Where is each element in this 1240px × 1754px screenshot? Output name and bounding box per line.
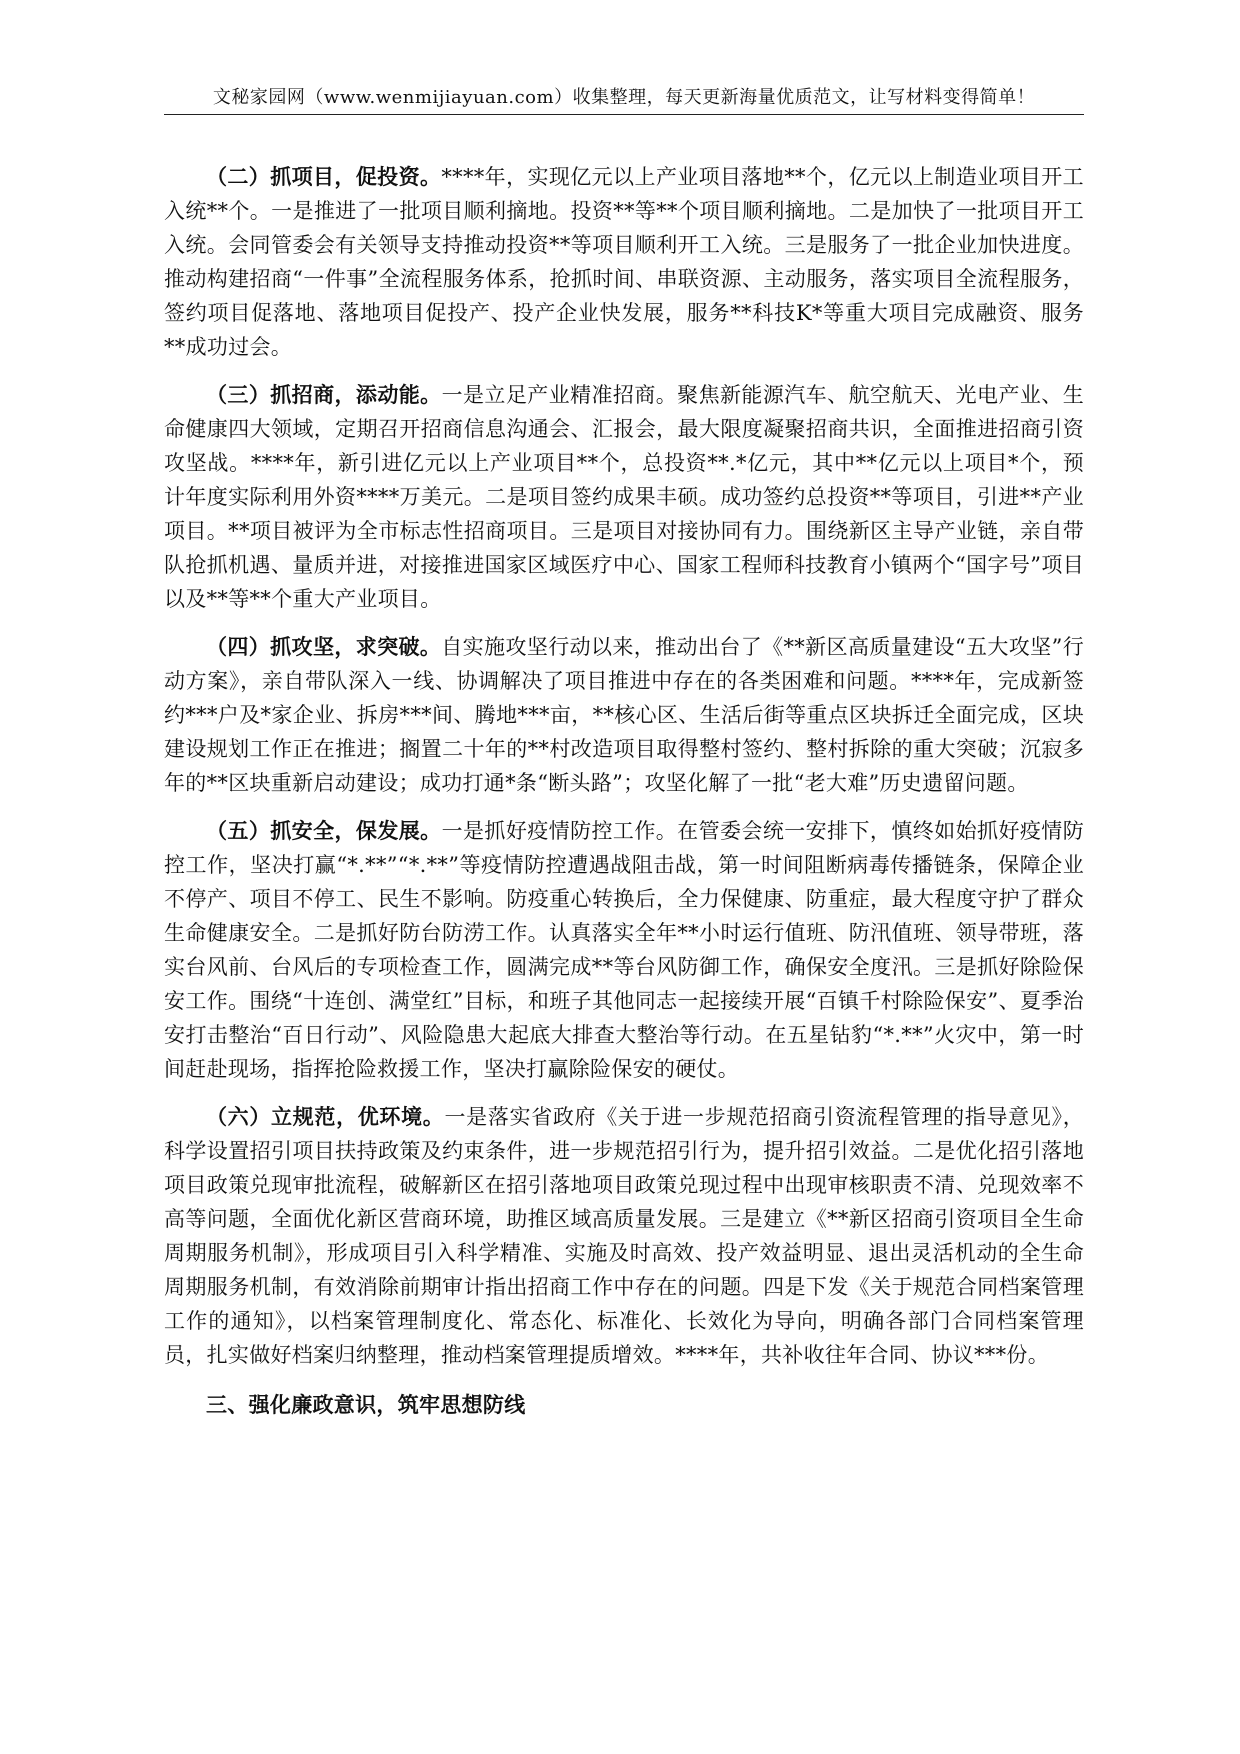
paragraph-standards-environment — [164, 1100, 1084, 1372]
paragraph-investment-attraction — [164, 378, 1084, 616]
paragraph-lead: （二）抓项目，促投资。 — [206, 164, 442, 189]
paragraph-lead: （五）抓安全，保发展。 — [206, 818, 442, 843]
paragraph-text: 一是抓好疫情防控工作。在管委会统一安排下，慎终如始抓好疫情防控工作，坚决打赢“*.**”“*.**”等疫情防控遭遇战阻击战，第一时间阻断病毒传播链条，保障企业不停产、项目不停工、民生不影响。防疫重心转换后，全力保健康、防重症，最大程度守护了群众生命健康安全。二是抓好防台防涝工作。认真落实全年**小时运行值班、防汛值班、领导带班，落实台风前、台风后的专项检查工作，圆满完成**等台风防御工作，确保安全度汛。三是抓好除险保安工作。围绕“十连创、满堂红”目标，和班子其他同志一起接续开展“百镇千村除险保安”、夏季治安打击整治“百日行动”、风险隐患大起底大排查大整治等行动。在五星钻豹“*.**”火灾中，第一时间赶赴现场，指挥抢险救援工作，坚决打赢除险保安的硬仗。 — [164, 819, 1084, 1081]
paragraph-text: ****年，实现亿元以上产业项目落地**个，亿元以上制造业项目开工入统**个。一是推进了一批项目顺利摘地。投资**等**个项目顺利摘地。二是加快了一批项目开工入统。会同管委会有关领导支持推动投资**等项目顺利开工入统。三是服务了一批企业加快进度。推动构建招商“一件事”全流程服务体系，抢抓时间、串联资源、主动服务，落实项目全流程服务，签约项目促落地、落地项目促投产、投产企业快发展，服务**科技K*等重大项目完成融资、服务**成功过会。 — [164, 165, 1084, 359]
paragraph-text: 一是落实省政府《关于进一步规范招商引资流程管理的指导意见》，科学设置招引项目扶持政策及约束条件，进一步规范招引行为，提升招引效益。二是优化招引落地项目政策兑现审批流程，破解新区在招引落地项目政策兑现过程中出现审核职责不清、兑现效率不高等问题，全面优化新区营商环境，助推区域高质量发展。三是建立《**新区招商引资项目全生命周期服务机制》，形成项目引入科学精准、实施及时高效、投产效益明显、退出灵活机动的全生命周期服务机制，有效消除前期审计指出招商工作中存在的问题。四是下发《关于规范合同档案管理工作的通知》，以档案管理制度化、常态化、标准化、长效化为导向，明确各部门合同档案管理员，扎实做好档案归纳整理，推动档案管理提质增效。****年，共补收往年合同、协议***份。 — [164, 1105, 1084, 1367]
paragraph-lead: （四）抓攻坚，求突破。 — [206, 634, 442, 659]
paragraph-lead: （三）抓招商，添动能。 — [206, 382, 442, 407]
paragraph-text: 一是立足产业精准招商。聚焦新能源汽车、航空航天、光电产业、生命健康四大领域，定期召开招商信息沟通会、汇报会，最大限度凝聚招商共识，全面推进招商引资攻坚战。****年，新引进亿元以上产业项目**个，总投资**.*亿元，其中**亿元以上项目*个，预计年度实际利用外资****万美元。二是项目签约成果丰硕。成功签约总投资**等项目，引进**产业项目。**项目被评为全市标志性招商项目。三是项目对接协同有力。围绕新区主导产业链，亲自带队抢抓机遇、量质并进，对接推进国家区域医疗中心、国家工程师科技教育小镇两个“国字号”项目以及**等**个重大产业项目。 — [164, 383, 1084, 611]
document-body — [164, 160, 1084, 1422]
paragraph-projects-investment — [164, 160, 1084, 364]
paragraph-safety-development — [164, 814, 1084, 1086]
paragraph-lead: （六）立规范，优环境。 — [206, 1104, 445, 1129]
paragraph-tough-tasks — [164, 630, 1084, 800]
page-header: 文秘家园网（www.wenmijiayuan.com）收集整理，每天更新海量优质范文，让写材料变得简单！ — [164, 84, 1084, 115]
paragraph-text: 自实施攻坚行动以来，推动出台了《**新区高质量建设“五大攻坚”行动方案》，亲自带队深入一线、协调解决了项目推进中存在的各类困难和问题。****年，完成新签约***户及*家企业、拆房***间、腾地***亩，**核心区、生活后街等重点区块拆迁全面完成，区块建设规划工作正在推进；搁置二十年的**村改造项目取得整村签约、整村拆除的重大突破；沉寂多年的**区块重新启动建设；成功打通*条“断头路”；攻坚化解了一批“老大难”历史遗留问题。 — [164, 635, 1084, 795]
section-heading: 三、强化廉政意识，筑牢思想防线 — [206, 1392, 526, 1417]
